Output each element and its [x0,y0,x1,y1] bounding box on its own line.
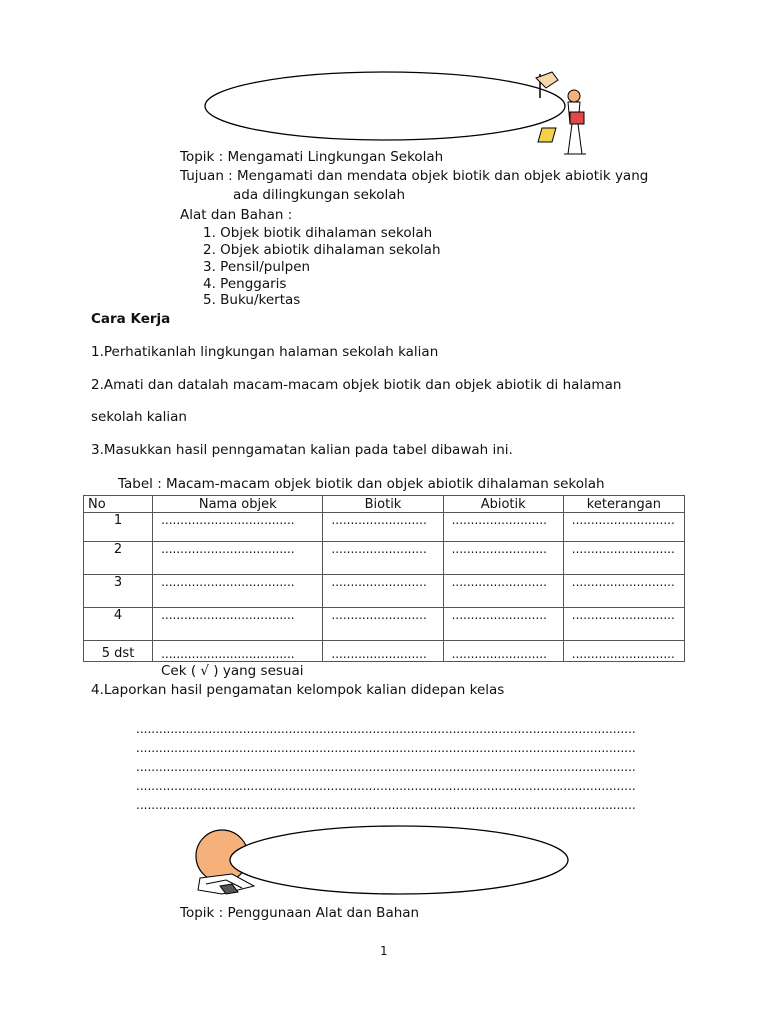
biotic-cell[interactable]: ......................... [323,608,443,641]
page-number: 1 [380,944,388,958]
biotic-cell[interactable]: ......................... [323,542,443,575]
procedure-step-3: 3.Masukkan hasil penngamatan kalian pada tabel dibawah ini. [91,442,513,458]
table-header-row [84,496,685,513]
tool-item: 4. Penggaris [203,276,287,292]
observation-table [83,495,685,662]
tool-item: 5. Buku/kertas [203,292,301,308]
table-note: Cek ( √ ) yang sesuai [161,663,304,679]
biotic-cell[interactable]: ......................... [323,513,443,542]
goal-line-1: Tujuan : Mengamati dan mendata objek biotik dan objek abiotik yang [180,168,649,184]
answer-line[interactable]: ................................................................................................................................... [136,798,636,812]
table-caption: Tabel : Macam-macam objek biotik dan objek abiotik dihalaman sekolah [118,476,605,492]
table-row [84,513,685,542]
abiotic-cell[interactable]: ......................... [443,542,563,575]
bottom-title-ellipse [228,822,574,898]
row-number: 5 dst [84,641,153,662]
tool-item: 3. Pensil/pulpen [203,259,311,275]
tool-item: 2. Objek abiotik dihalaman sekolah [203,242,441,258]
name-cell[interactable]: ................................... [153,608,323,641]
header-name: Nama objek [153,496,323,513]
notes-cell[interactable]: ........................... [563,513,684,542]
biotic-cell[interactable]: ......................... [323,641,443,662]
notes-cell[interactable]: ........................... [563,575,684,608]
tool-item: 1. Objek biotik dihalaman sekolah [203,225,433,241]
abiotic-cell[interactable]: ......................... [443,513,563,542]
abiotic-cell[interactable]: ......................... [443,608,563,641]
goal-line-2: ada dilingkungan sekolah [233,187,406,203]
header-notes: keterangan [563,496,684,513]
table-row [84,575,685,608]
answer-line[interactable]: ................................................................................................................................... [136,741,636,755]
row-number: 3 [84,575,153,608]
biotic-cell[interactable]: ......................... [323,575,443,608]
row-number: 2 [84,542,153,575]
scientist-microscope-icon [528,68,590,160]
procedure-step-4: 4.Laporkan hasil pengamatan kelompok kalian didepan kelas [91,682,505,698]
procedure-heading: Cara Kerja [91,311,171,327]
header-abiotic: Abiotik [443,496,563,513]
abiotic-cell[interactable]: ......................... [443,575,563,608]
notes-cell[interactable]: ........................... [563,542,684,575]
topic-line: Topik : Mengamati Lingkungan Sekolah [180,149,444,165]
answer-line[interactable]: ................................................................................................................................... [136,760,636,774]
row-number: 1 [84,513,153,542]
procedure-step-1: 1.Perhatikanlah lingkungan halaman sekolah kalian [91,344,439,360]
name-cell[interactable]: ................................... [153,542,323,575]
header-no: No [84,496,153,513]
table-row [84,542,685,575]
procedure-step-2-cont: sekolah kalian [91,409,187,425]
tools-heading: Alat dan Bahan : [180,207,293,223]
answer-line[interactable]: ................................................................................................................................... [136,722,636,736]
name-cell[interactable]: ................................... [153,513,323,542]
answer-line[interactable]: ................................................................................................................................... [136,779,636,793]
notes-cell[interactable]: ........................... [563,641,684,662]
procedure-step-2: 2.Amati dan datalah macam-macam objek biotik dan objek abiotik di halaman [91,377,622,393]
name-cell[interactable]: ................................... [153,641,323,662]
notes-cell[interactable]: ........................... [563,608,684,641]
topic-line-2: Topik : Penggunaan Alat dan Bahan [180,905,420,921]
row-number: 4 [84,608,153,641]
table-row [84,641,685,662]
abiotic-cell[interactable]: ......................... [443,641,563,662]
header-biotic: Biotik [323,496,443,513]
name-cell[interactable]: ................................... [153,575,323,608]
table-row [84,608,685,641]
